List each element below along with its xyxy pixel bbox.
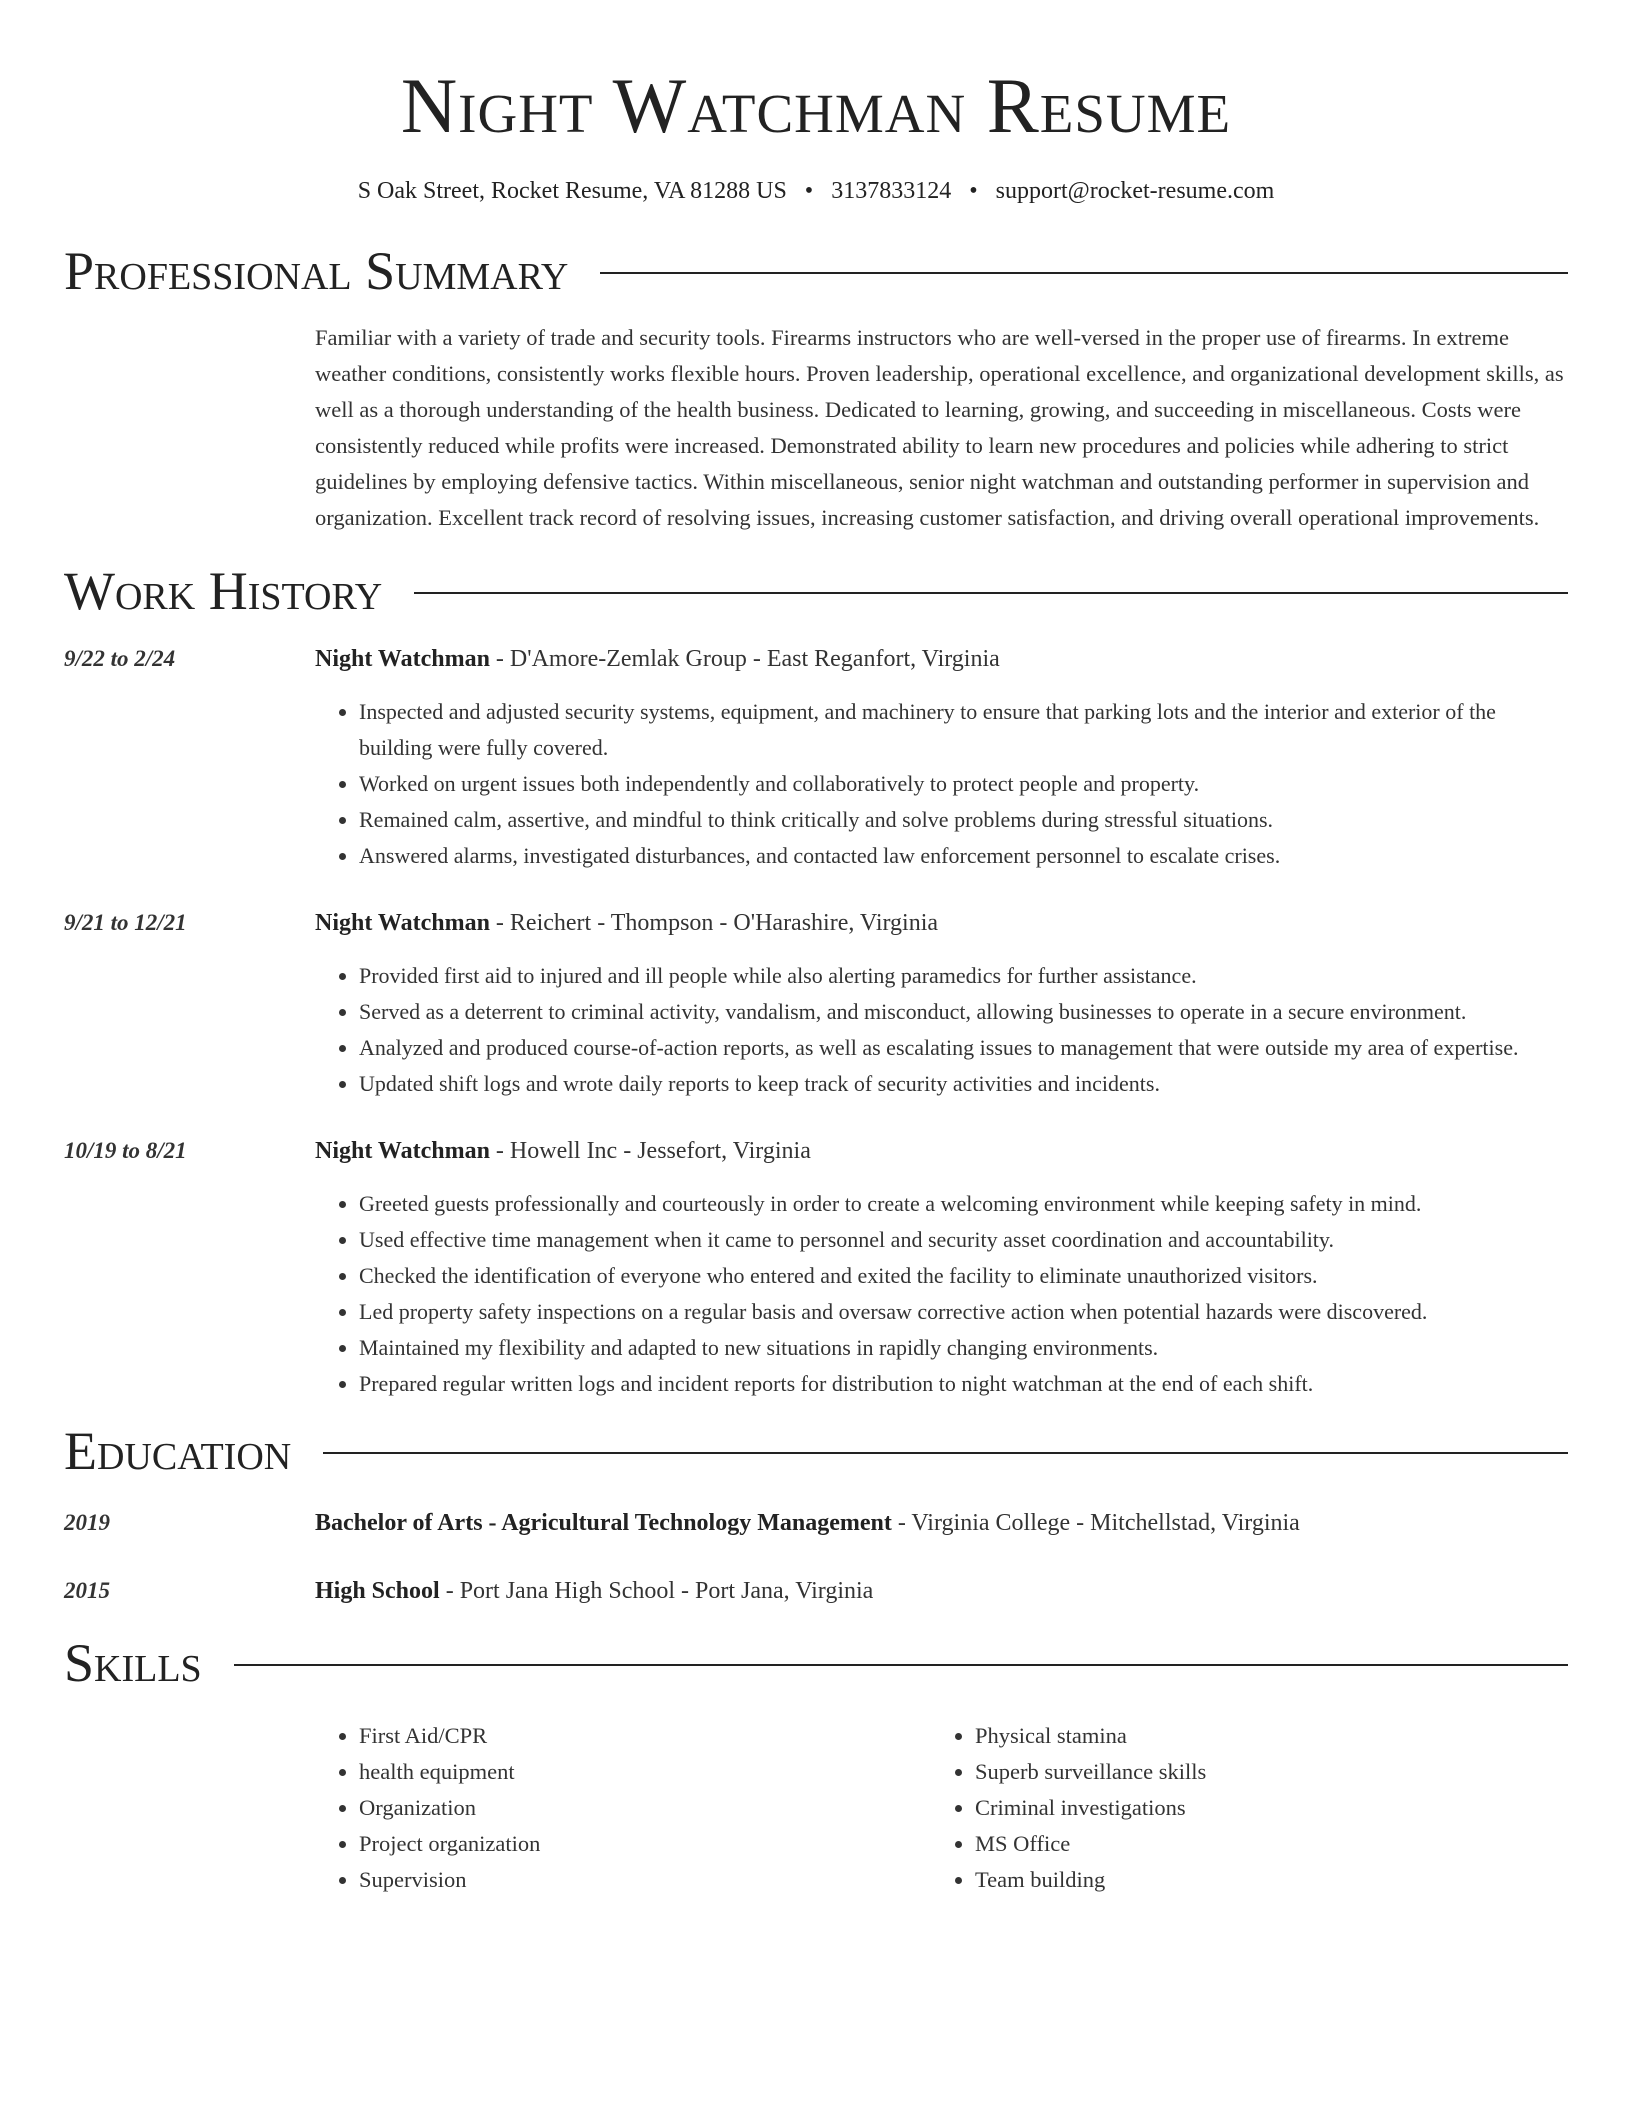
skill-item: • Project organization	[359, 1826, 931, 1862]
education-heading-line	[315, 1506, 1300, 1540]
skills-heading: Skills	[64, 1633, 202, 1693]
work-section-header	[64, 560, 1568, 622]
job-heading	[315, 1134, 1568, 1168]
resume-title: Night Watchman Resume	[400, 62, 1232, 149]
job-bullet: • Answered alarms, investigated disturbances, and contacted law enforcement personnel to escalate crises.	[359, 838, 1568, 874]
job-heading	[315, 642, 1568, 676]
contact-line	[64, 176, 1568, 206]
job-bullet: • Led property safety inspections on a regular basis and oversaw corrective action when potential hazards were discovered.	[359, 1294, 1568, 1330]
job-body	[315, 906, 1568, 1102]
education-details: - Port Jana High School - Port Jana, Virginia	[439, 1578, 874, 1604]
education-year: 2015	[64, 1578, 110, 1603]
skill-item: • Superb surveillance skills	[975, 1754, 1547, 1790]
skill-item: • Criminal investigations	[975, 1790, 1547, 1826]
skill-item: • Physical stamina	[975, 1718, 1547, 1754]
contact-phone: 3137833124	[831, 178, 952, 204]
job-title: Night Watchman	[315, 910, 490, 936]
job-bullets	[315, 958, 1568, 1102]
job-details: - Reichert - Thompson - O'Harashire, Virginia	[489, 910, 939, 936]
skills-columns	[315, 1718, 1568, 1898]
education-heading-line	[315, 1574, 873, 1608]
contact-separator: •	[969, 178, 978, 204]
job-details: - D'Amore-Zemlak Group - East Reganfort, Virginia	[489, 646, 1000, 672]
job-bullet: • Inspected and adjusted security systems, equipment, and machinery to ensure that parking lots and the interior and exterior of the building were fully covered.	[359, 694, 1568, 766]
job-bullet: • Greeted guests professionally and courteously in order to create a welcoming environment while keeping safety in mind.	[359, 1186, 1568, 1222]
section-divider	[323, 1452, 1568, 1454]
skill-item: • Organization	[359, 1790, 931, 1826]
contact-address: S Oak Street, Rocket Resume, VA 81288 US	[357, 178, 787, 204]
resume-page	[64, 0, 1568, 1898]
job-body	[315, 1134, 1568, 1402]
skill-item: • Supervision	[359, 1862, 931, 1898]
job-bullet: • Provided first aid to injured and ill people while also alerting paramedics for further assistance.	[359, 958, 1568, 994]
summary-section-header	[64, 240, 1568, 302]
summary-heading: Professional Summary	[64, 241, 569, 301]
skill-item: • First Aid/CPR	[359, 1718, 931, 1754]
job-entry	[64, 1134, 1568, 1402]
job-entry	[64, 642, 1568, 874]
job-bullets	[315, 1186, 1568, 1402]
job-entry	[64, 906, 1568, 1102]
job-title: Night Watchman	[315, 646, 490, 672]
job-dates: 9/22 to 2/24	[64, 646, 176, 671]
job-bullet: • Remained calm, assertive, and mindful to think critically and solve problems during stressful situations.	[359, 802, 1568, 838]
job-bullet: • Used effective time management when it came to personnel and security asset coordination and accountability.	[359, 1222, 1568, 1258]
job-bullet: • Checked the identification of everyone who entered and exited the facility to eliminate unauthorized visitors.	[359, 1258, 1568, 1294]
job-bullets	[315, 694, 1568, 874]
job-title: Night Watchman	[315, 1138, 490, 1164]
job-heading	[315, 906, 1568, 940]
skill-item: • Team building	[975, 1862, 1547, 1898]
job-bullet: • Served as a deterrent to criminal activity, vandalism, and misconduct, allowing businesses to operate in a secure environment.	[359, 994, 1568, 1030]
summary-text: Familiar with a variety of trade and security tools. Firearms instructors who are well-versed in the proper use of firearms. In extreme weather conditions, consistently works flexible hours. Proven leadership, operational excellence, and organizational development skills, as well as a thorough understanding of the health business. Dedicated to learning, growing, and succeeding in miscellaneous. Costs were consistently reduced while profits were increased. Demonstrated ability to learn new procedures and policies while adhering to strict guidelines by employing defensive tactics. Within miscellaneous, senior night watchman and outstanding performer in supervision and organization. Excellent track record of resolving issues, increasing customer satisfaction, and driving overall operational improvements.	[315, 325, 1564, 530]
skills-section-header	[64, 1632, 1568, 1694]
education-degree: Bachelor of Arts - Agricultural Technology Management	[315, 1510, 892, 1536]
job-bullet: • Worked on urgent issues both independently and collaboratively to protect people and property.	[359, 766, 1568, 802]
education-heading: Education	[64, 1421, 292, 1481]
section-divider	[600, 272, 1568, 274]
education-entry	[64, 1506, 1568, 1540]
skills-list-right	[931, 1718, 1547, 1898]
skills-list-left	[315, 1718, 931, 1898]
job-bullet: • Maintained my flexibility and adapted to new situations in rapidly changing environments.	[359, 1330, 1568, 1366]
skill-item: • MS Office	[975, 1826, 1547, 1862]
skill-item: • health equipment	[359, 1754, 931, 1790]
job-bullet: • Analyzed and produced course-of-action reports, as well as escalating issues to management that were outside my area of expertise.	[359, 1030, 1568, 1066]
job-details: - Howell Inc - Jessefort, Virginia	[489, 1138, 811, 1164]
education-degree: High School	[315, 1578, 440, 1604]
job-dates: 10/19 to 8/21	[64, 1138, 187, 1163]
education-section-header	[64, 1420, 1568, 1482]
work-heading: Work History	[64, 561, 383, 621]
contact-separator: •	[804, 178, 814, 204]
job-bullet: • Prepared regular written logs and incident reports for distribution to night watchman at the end of each shift.	[359, 1366, 1568, 1402]
contact-email: support@rocket-resume.com	[995, 178, 1275, 204]
education-year: 2019	[64, 1510, 110, 1535]
section-divider	[234, 1664, 1568, 1666]
job-body	[315, 642, 1568, 874]
education-details: - Virginia College - Mitchellstad, Virginia	[891, 1510, 1300, 1536]
job-bullet: • Updated shift logs and wrote daily reports to keep track of security activities and incidents.	[359, 1066, 1568, 1102]
section-divider	[414, 592, 1568, 594]
education-entry	[64, 1574, 1568, 1608]
job-dates: 9/21 to 12/21	[64, 910, 187, 935]
